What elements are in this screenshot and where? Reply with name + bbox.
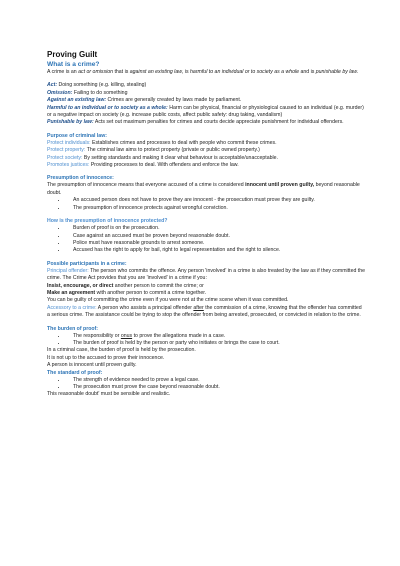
list-item: • Burden of proof is on the prosecution.	[67, 225, 365, 232]
standard-final-line: This reasonable doubt' must be sensible and realistic.	[47, 391, 171, 398]
list-item: • The responsibility or onus to prove the allegations made in a case.	[67, 333, 365, 340]
insist-line: Insist, encourage, or direct another person to commit the crime; or	[47, 282, 204, 289]
burden-line: It is not up to the accused to prove their innocence.	[47, 354, 165, 361]
list-item: • Case against an accused must be proven beyond reasonable doubt.	[67, 233, 365, 240]
page-title: Proving Guilt	[47, 50, 98, 59]
crime-definition: A crime is an act or omission that is against an existing law, is harmful to an individual or to society as a whole and is punishable by law.	[47, 69, 359, 75]
presumption-heading: Presumption of innocence:	[47, 175, 114, 182]
protected-bullets	[47, 225, 365, 255]
accessory-paragraph: Accessory to a crime: A person who assists a principal offender after the commission of a crime, knowing that the offender has committed a serious crime. The assistance could be trying to stop the offender from being arrested, prosecuted, or convicted in relation to the crime.	[47, 304, 362, 319]
crime-terms	[47, 82, 365, 126]
burden-line: A person is innocent until proven guilty.	[47, 362, 137, 369]
purpose-item: Protect property: The criminal law aims to protect property (private or public owned property.)	[47, 147, 260, 154]
purpose-heading: Purpose of criminal law:	[47, 132, 107, 139]
list-item: • Accused has the right to apply for bail, right to legal representation and the right to silence.	[67, 247, 365, 254]
list-item: • The burden of proof is held by the person or party who initiates or brings the case to court.	[67, 340, 365, 347]
burden-heading: The burden of proof:	[47, 325, 99, 332]
standard-heading: The standard of proof:	[47, 369, 103, 376]
term-existing-law: Against an existing law: Crimes are generally created by laws made by parliament.	[47, 97, 242, 104]
term-punishable: Punishable by law: Acts set out maximum penalties for crimes and courts decide appreciate punishment for individual offenders.	[47, 119, 344, 126]
purpose-list	[47, 140, 365, 170]
term-harmful: Harmful to an individual or to society as a whole: Harm can be physical, financial or physiological caused to an individual (e.g. murder) or a negative impact on society (e.g. increase public costs, affect public safety: drug taking, vandalism)	[47, 104, 364, 119]
purpose-item: Promotes justices: Providing processes to deal. With offenders and enforce the law.	[47, 162, 239, 169]
crime-heading: What is a crime?	[47, 61, 100, 68]
list-item: • The presumption of innocence protects against wrongful conviction.	[67, 205, 365, 212]
agreement-line: Make an agreement with another person to commit a crime together.	[47, 289, 207, 296]
guilty-line: You can be guilty of committing the crime even if you were not at the crime scene when it was committed.	[47, 297, 289, 304]
principal-offender: Principal offender: The person who commits the offence. Any person 'involved' in a crime is also treated by the law as if they committed the crime. The Crime Act provides that you are 'involved' in a crime if you:	[47, 267, 366, 282]
burden-bullets	[47, 333, 365, 348]
presumption-bullets	[47, 197, 365, 212]
presumption-paragraph: The presumption of innocence means that everyone accused of a crime is considered innocent until proven guilty, beyond reasonable doubt.	[47, 182, 360, 196]
participants-heading: Possible participants in a crime:	[47, 260, 127, 267]
term-omission: Omission: Failing to do something	[47, 89, 128, 96]
list-item: • The strength of evidence needed to prove a legal case.	[67, 377, 365, 384]
list-item: • The prosecution must prove the case beyond reasonable doubt.	[67, 384, 365, 391]
burden-line: In a criminal case, the burden of proof is held by the prosecution.	[47, 347, 196, 354]
list-item: • Police must have reasonable grounds to arrest someone.	[67, 240, 365, 247]
purpose-item: Protect individuals: Establishes crimes and processes to deal with people who commit these crimes.	[47, 139, 277, 146]
purpose-item: Protect society: By setting standards and making it clear what behaviour is acceptable/unacceptable.	[47, 154, 278, 161]
protected-heading: How is the presumption of innocence protected?	[47, 218, 168, 225]
standard-bullets	[47, 377, 365, 392]
document-page	[47, 50, 365, 399]
list-item: • An accused person does not have to prove they are innocent - the prosecution must prove they are guilty.	[67, 197, 365, 204]
term-act: Act: Doing something (e.g. killing, stealing)	[47, 82, 147, 89]
